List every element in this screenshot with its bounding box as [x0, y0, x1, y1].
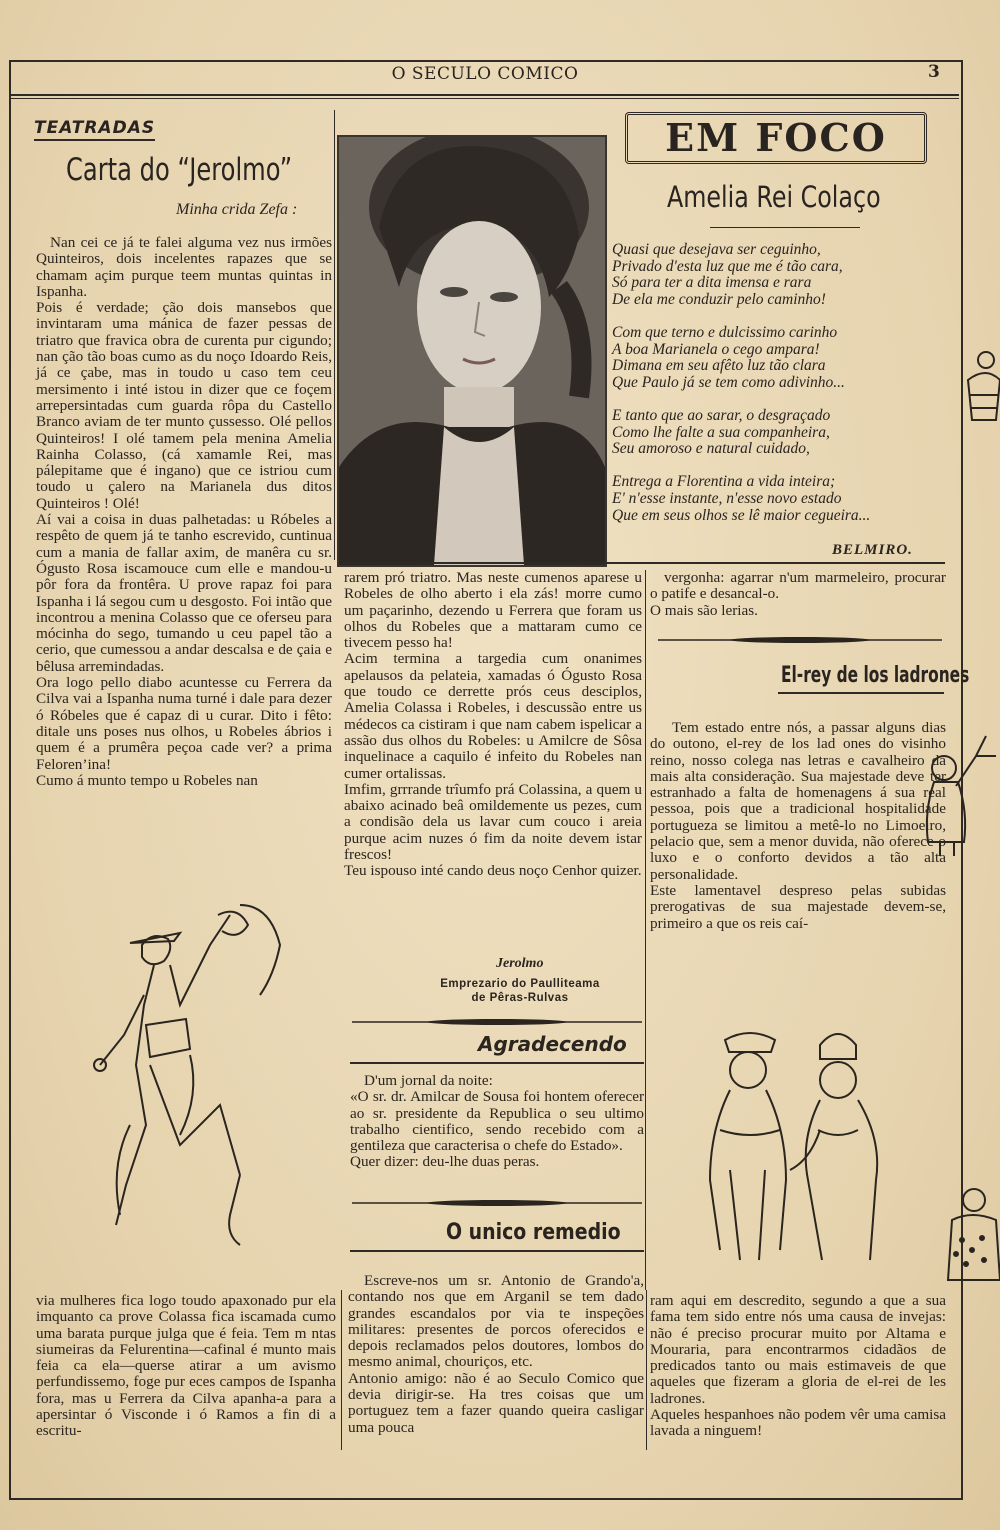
agradecendo-title: Agradecendo: [478, 1032, 627, 1056]
signature-title-line2: de Pêras-Rulvas: [471, 992, 569, 1004]
right-continuation: vergonha: agarrar n'um marmeleiro, procurar o patife e desancal-o. O mais são lerias.: [650, 569, 946, 619]
two-men-illustration: [670, 1020, 900, 1270]
title-underline: [778, 692, 944, 694]
poem: Quasi que desejava ser ceguinho, Privado d'esta luz que me é tão cara, Só para ter a dita imensa e rara De ela me conduzir pelo caminho! Com que terno e dulcissimo carinho A boa Marianela o cego ampara! Dimana em seu afêto luz tão clara Que Paulo já se tem como adivinho... E tanto que ao sarar, o desgraçado Como lhe falte a sua companheira, Seu amoroso e natural cuidado, Entrega a Florentina a vida inteira; E' n'esse instante, n'esse novo estado Que em seus olhos se lê maior cegueira...: [612, 241, 871, 524]
header-rule-thin: [9, 98, 959, 99]
section-rule: [343, 562, 945, 564]
column-divider: [334, 110, 335, 560]
article-body-top: Nan cei ce já te falei alguma vez nus irmões Quinteiros, dois incelentes rapazes que se chamam açim purque teem muntas quintas in Ispanha. Pois é verdade; ção dois mansebos que invintaram uma mánica de fazer pessas de triatro que fravica obra de curenta pur cigundo; nan ção tão boas cumo as du noço Idoardo Reis, já ce çabe, mas in toudo u caso tem ceu mersimento i inté istou in dizer que ce foçem arrepersintadas cum guarda rôpa du Castello Branco aviam de ter munto çussesso. Olé pellos Quinteiros! I olé tamem pela menina Amelia Rainha Colasso, (cá xamamle Rei, mas pálepitame que é ingano) que ce istriou cum toudo u çalero na Marianela dus ditos Quinteiros ! Olé! Aí vai a coisa in duas palhetadas: u Róbeles a respêto de quem já te tanho escrevido, cuntinua cum a mania de fallar axim, de manêra cu sr. Ógusto Rosa iscamouce cum elle e mandou-u pôr fora da frontêra. U prove rapaz foi para Ispanha i lá segou cum u desgosto. Foi intão que incontrou a menina Colasso que ce oferseu para mócinha do sego, tumando u ceu papel tão a cerio, que cumessou a andar descalsa e de çaia e bêlusa arremindadas. Ora logo pello diabo acuntesse cu Ferrera da Cilva vai a Ispanha numa turné i dale para dezer ó Róbeles que é capaz di u curar. Dito i fêto: ditale uns poses nus olhos, u Robeles ábrios i quem é a prumêra peçoa cade ver? a prima Feloren’ina! Cumo á munto tempo u Robeles nan: [36, 234, 332, 789]
article-title: Carta do “Jerolmo”: [66, 152, 293, 188]
article-body-bottom: via mulheres fica logo toudo apaxonado pur ela imquanto ca prove Colassa fica iscamada cumo uma barata purque julga que é feia. Tem m ntas siumeiras da Felurentina—cafinal é munto mais feia ca ela—querse atirar a um avismo perfundissemo, foge pur eces campos de Ispanha fora, mas u Ferrera da Cilva apanha-a para a apersintar ó Visconde i ó Ramos a fin di a escritu-: [36, 1292, 336, 1440]
column-divider: [646, 1290, 647, 1450]
elrey-body: Tem estado entre nós, a passar alguns dias do outono, el-rey de los lad ones do visinho reino, nosso colega nas letras e cavalheiro da mais alta consideração. Sua majestade deve ter estranhado a falta de homenagens á sua real pessoa, pois que a tradicional hospitalidade portugueza se limitou a metê-lo no Limoeiro, pelacio que, sem a menor duvida, não oferece o luxo e o conforto devidos a tão alta personalidade. Este lamentavel despreso pelas subidas prerogativas de sua majestade devem-se, primeiro a que os reis caí-: [650, 719, 946, 932]
portrait-photo: [337, 135, 607, 567]
remedio-body: Escreve-nos um sr. Antonio de Grando'a, contando nos que em Arganil se tem dado grandes escandalos por via te inspeções militares: presentes de porcos oferecidos e depois reclamados pelos doutores, lombos do mesmo animal, chouriços, etc. Antonio amigo: não é ao Seculo Comico que devia dirigir-se. Ha tres coisas que um portuguez tem a fazer quando queira casligar uma pouca: [348, 1272, 644, 1436]
remedio-title: O unico remedio: [446, 1220, 621, 1245]
column-divider: [645, 570, 646, 1290]
dancer-illustration: [90, 895, 310, 1275]
subject-underline: [710, 227, 860, 228]
ornament-rule: [658, 634, 942, 646]
signature-title-line1: Emprezario do Paulliteama: [440, 978, 600, 990]
margin-doodle-child: [920, 730, 1000, 860]
masthead-title: O SECULO COMICO: [391, 64, 579, 84]
elrey-title: El-rey de los ladrones: [781, 663, 970, 688]
margin-doodle-figure: [938, 1180, 1000, 1290]
margin-doodle-basket: [962, 340, 1000, 430]
agradecendo-body: D'um jornal da noite: «O sr. dr. Amilcar de Sousa foi hontem oferecer ao sr. presidente da Republica o seu ultimo trabalho cientifico, sendo recebido com a gentileza que caracterisa o chefe do Estado». Quer dizer: deu-lhe duas peras.: [350, 1072, 644, 1171]
header-rule: [9, 94, 959, 96]
middle-article-continuation: rarem pró triatro. Mas neste cumenos aparese u Robeles de olho aberto i ela zás! morre cumo um paçarinho, dezendo u Ferrera que foram us olhos du Robeles que a mattaram cumo ce tivecem pesso ha! Acim termina a targedia cum onanimes apelausos da pelateia, xamadas ó Ógusto Rosa que toudo ce derrette prós ceus desciplos, Amelia Colassa i Robeles, i descussão entre us médecos ca cistiram i que nam cabem ispelicar a assão dus olhos du Robeles: u Amilcre de Sôsa inquelinace a caquilo é infeito du Robeles nan cumer ortalissas. Imfim, grrrande trîumfo prá Colassina, a quem u abaixo acinado beâ omildemente us pezes, cum a condisão dela us lavar cum couco i areia purque acim nuzes ó fim da noite devem istar frescos! Teu ispouso inté cando deus noço Cenhor quizer.: [344, 569, 642, 880]
poem-author: BELMIRO.: [832, 542, 913, 558]
section-label: TEATRADAS: [34, 118, 155, 141]
signature: Jerolmo: [496, 956, 544, 971]
page-number: 3: [928, 62, 940, 82]
salutation: Minha crida Zefa :: [176, 201, 298, 218]
title-underline: [350, 1062, 644, 1064]
ornament-rule: [352, 1197, 642, 1209]
column-divider: [341, 1290, 342, 1450]
title-underline: [350, 1250, 644, 1252]
em-foco-title: EM FOCO: [665, 115, 887, 160]
right-body-bottom: ram aqui em descredito, segundo a que a sua fama tem sido entre nós uma causa de invejas: não é preciso procurar muito por Altama e Mouraria, para encontrarmos cidadãos de predicados tanto ou mais estimaveis de que aqueles que fizeram a gloria de el-rei de les ladrones. Aqueles hespanhoes não podem vêr uma camisa lavada a ninguem!: [650, 1292, 946, 1440]
em-foco-subject: Amelia Rei Colaço: [667, 180, 881, 214]
ornament-rule: [352, 1016, 642, 1028]
